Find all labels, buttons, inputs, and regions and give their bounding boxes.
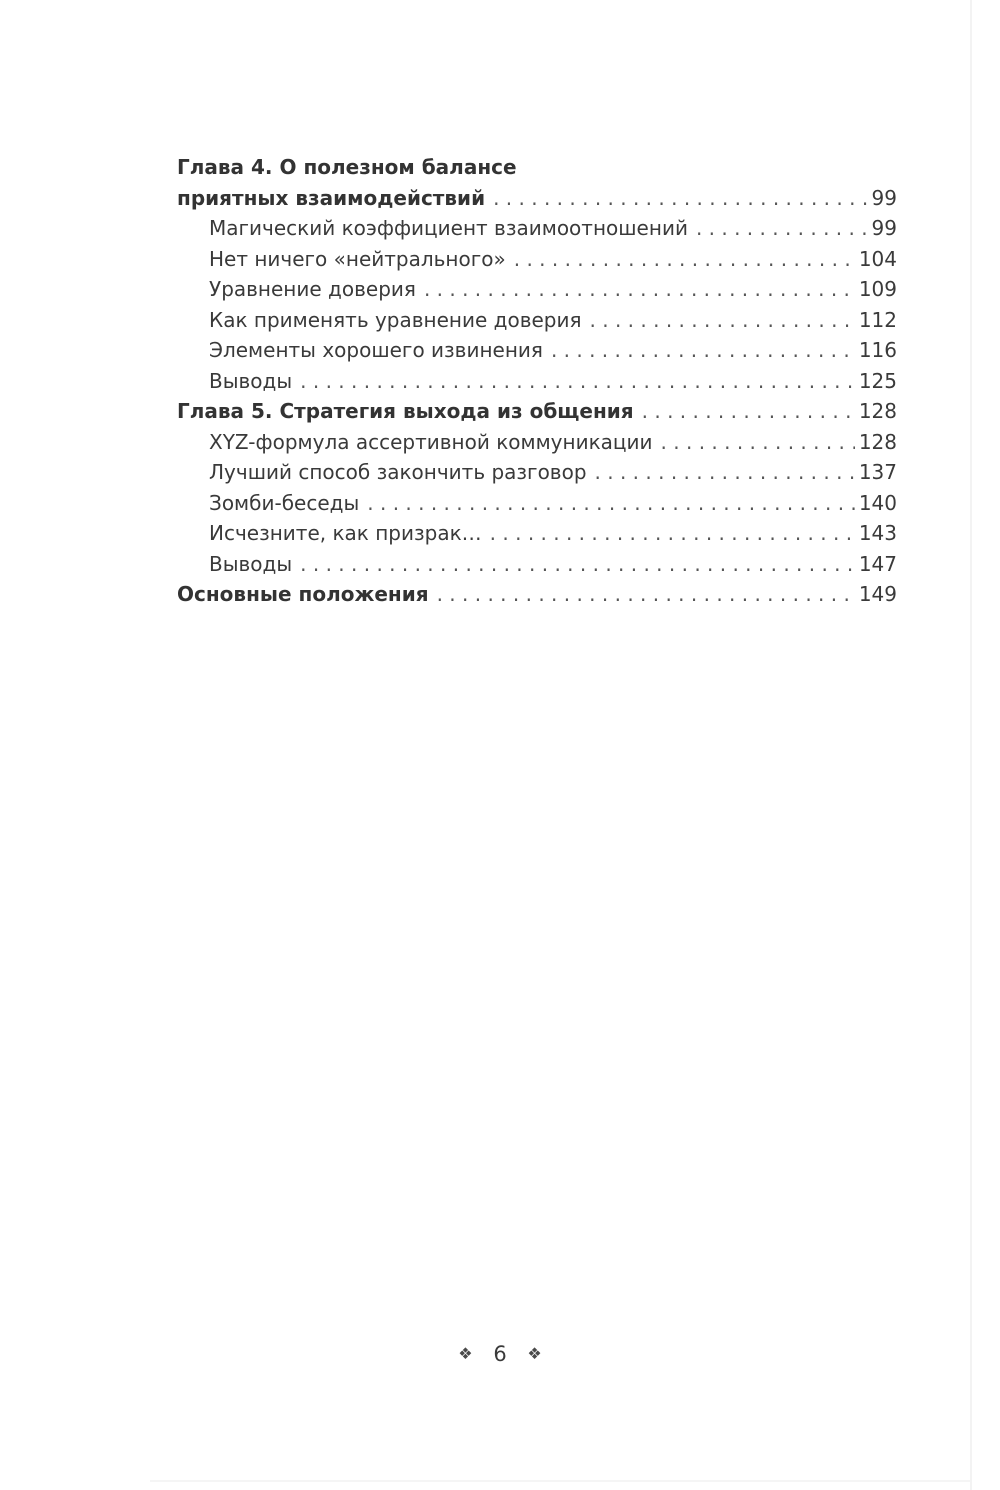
diamond-ornament-icon: ❖ bbox=[458, 1344, 473, 1363]
toc-page-number: 125 bbox=[858, 368, 897, 393]
toc-page-number: 99 bbox=[871, 185, 897, 210]
dot-leader bbox=[300, 549, 855, 580]
toc-page-number: 149 bbox=[858, 582, 897, 606]
toc-entry[interactable] bbox=[177, 366, 897, 397]
toc-entry[interactable] bbox=[177, 488, 897, 519]
toc-page-number: 99 bbox=[871, 216, 897, 240]
toc-page-number: 116 bbox=[858, 338, 897, 362]
toc-entry-label: Исчезните, как призрак… bbox=[209, 521, 482, 545]
toc-entry[interactable] bbox=[177, 457, 897, 488]
toc-entry-label: Элементы хорошего извинения bbox=[209, 338, 543, 362]
toc-entry-label: Зомби-беседы bbox=[209, 490, 360, 515]
toc-entry-label: Нет ничего «нейтрального» bbox=[209, 246, 506, 271]
toc-page-number: 104 bbox=[858, 246, 897, 271]
toc-entry-label: Глава 5. Стратегия выхода из общения bbox=[177, 399, 634, 423]
toc-chapter-4[interactable] bbox=[177, 183, 897, 214]
dot-leader bbox=[595, 457, 855, 488]
toc-entry[interactable] bbox=[177, 274, 897, 305]
dot-leader bbox=[696, 213, 868, 244]
dot-leader bbox=[424, 274, 855, 305]
toc-entry-label: Выводы bbox=[209, 551, 293, 576]
toc-entry[interactable] bbox=[177, 549, 897, 580]
toc-page-number: 137 bbox=[858, 460, 897, 484]
toc-entry-label: Уравнение доверия bbox=[209, 277, 416, 301]
dot-leader bbox=[490, 518, 855, 549]
page-footer bbox=[0, 1342, 1000, 1366]
toc-entry[interactable] bbox=[177, 335, 897, 366]
dot-leader bbox=[551, 335, 855, 366]
toc-page-number: 109 bbox=[858, 277, 897, 301]
toc-chapter-4-title[interactable] bbox=[177, 152, 897, 183]
dot-leader bbox=[367, 488, 855, 519]
dot-leader bbox=[300, 366, 855, 397]
toc-key-points[interactable] bbox=[177, 579, 897, 610]
page-number: 6 bbox=[493, 1342, 507, 1366]
table-of-contents bbox=[177, 152, 897, 610]
toc-entry-label: XYZ-формула ассертивной коммуникации bbox=[209, 429, 653, 454]
dot-leader bbox=[590, 305, 855, 336]
toc-entry[interactable] bbox=[177, 213, 897, 244]
toc-entry-label: Как применять уравнение доверия bbox=[209, 307, 582, 332]
toc-entry-label: Лучший способ закончить разговор bbox=[209, 460, 587, 484]
dot-leader bbox=[437, 579, 855, 610]
toc-entry-label: Выводы bbox=[209, 368, 293, 393]
diamond-ornament-icon: ❖ bbox=[527, 1344, 542, 1363]
toc-entry[interactable] bbox=[177, 518, 897, 549]
toc-entry-label: Основные положения bbox=[177, 582, 429, 606]
toc-page-number: 128 bbox=[858, 429, 897, 454]
toc-page-number: 140 bbox=[858, 490, 897, 515]
page-bottom-edge bbox=[150, 1480, 970, 1482]
toc-chapter-5[interactable] bbox=[177, 396, 897, 427]
toc-entry[interactable] bbox=[177, 427, 897, 458]
dot-leader bbox=[661, 427, 855, 458]
toc-entry-label: Магический коэффициент взаимоотношений bbox=[209, 216, 688, 240]
toc-page-number: 112 bbox=[858, 307, 897, 332]
page-edge bbox=[970, 0, 972, 1490]
dot-leader bbox=[514, 244, 855, 275]
toc-page-number: 143 bbox=[858, 521, 897, 545]
toc-page-number: 128 bbox=[858, 399, 897, 423]
toc-entry-label: приятных взаимодействий bbox=[177, 185, 486, 210]
toc-entry[interactable] bbox=[177, 244, 897, 275]
toc-page-number: 147 bbox=[858, 551, 897, 576]
toc-entry[interactable] bbox=[177, 305, 897, 336]
toc-entry-label: Глава 4. О полезном балансе bbox=[177, 155, 517, 179]
dot-leader bbox=[493, 183, 867, 214]
dot-leader bbox=[642, 396, 855, 427]
